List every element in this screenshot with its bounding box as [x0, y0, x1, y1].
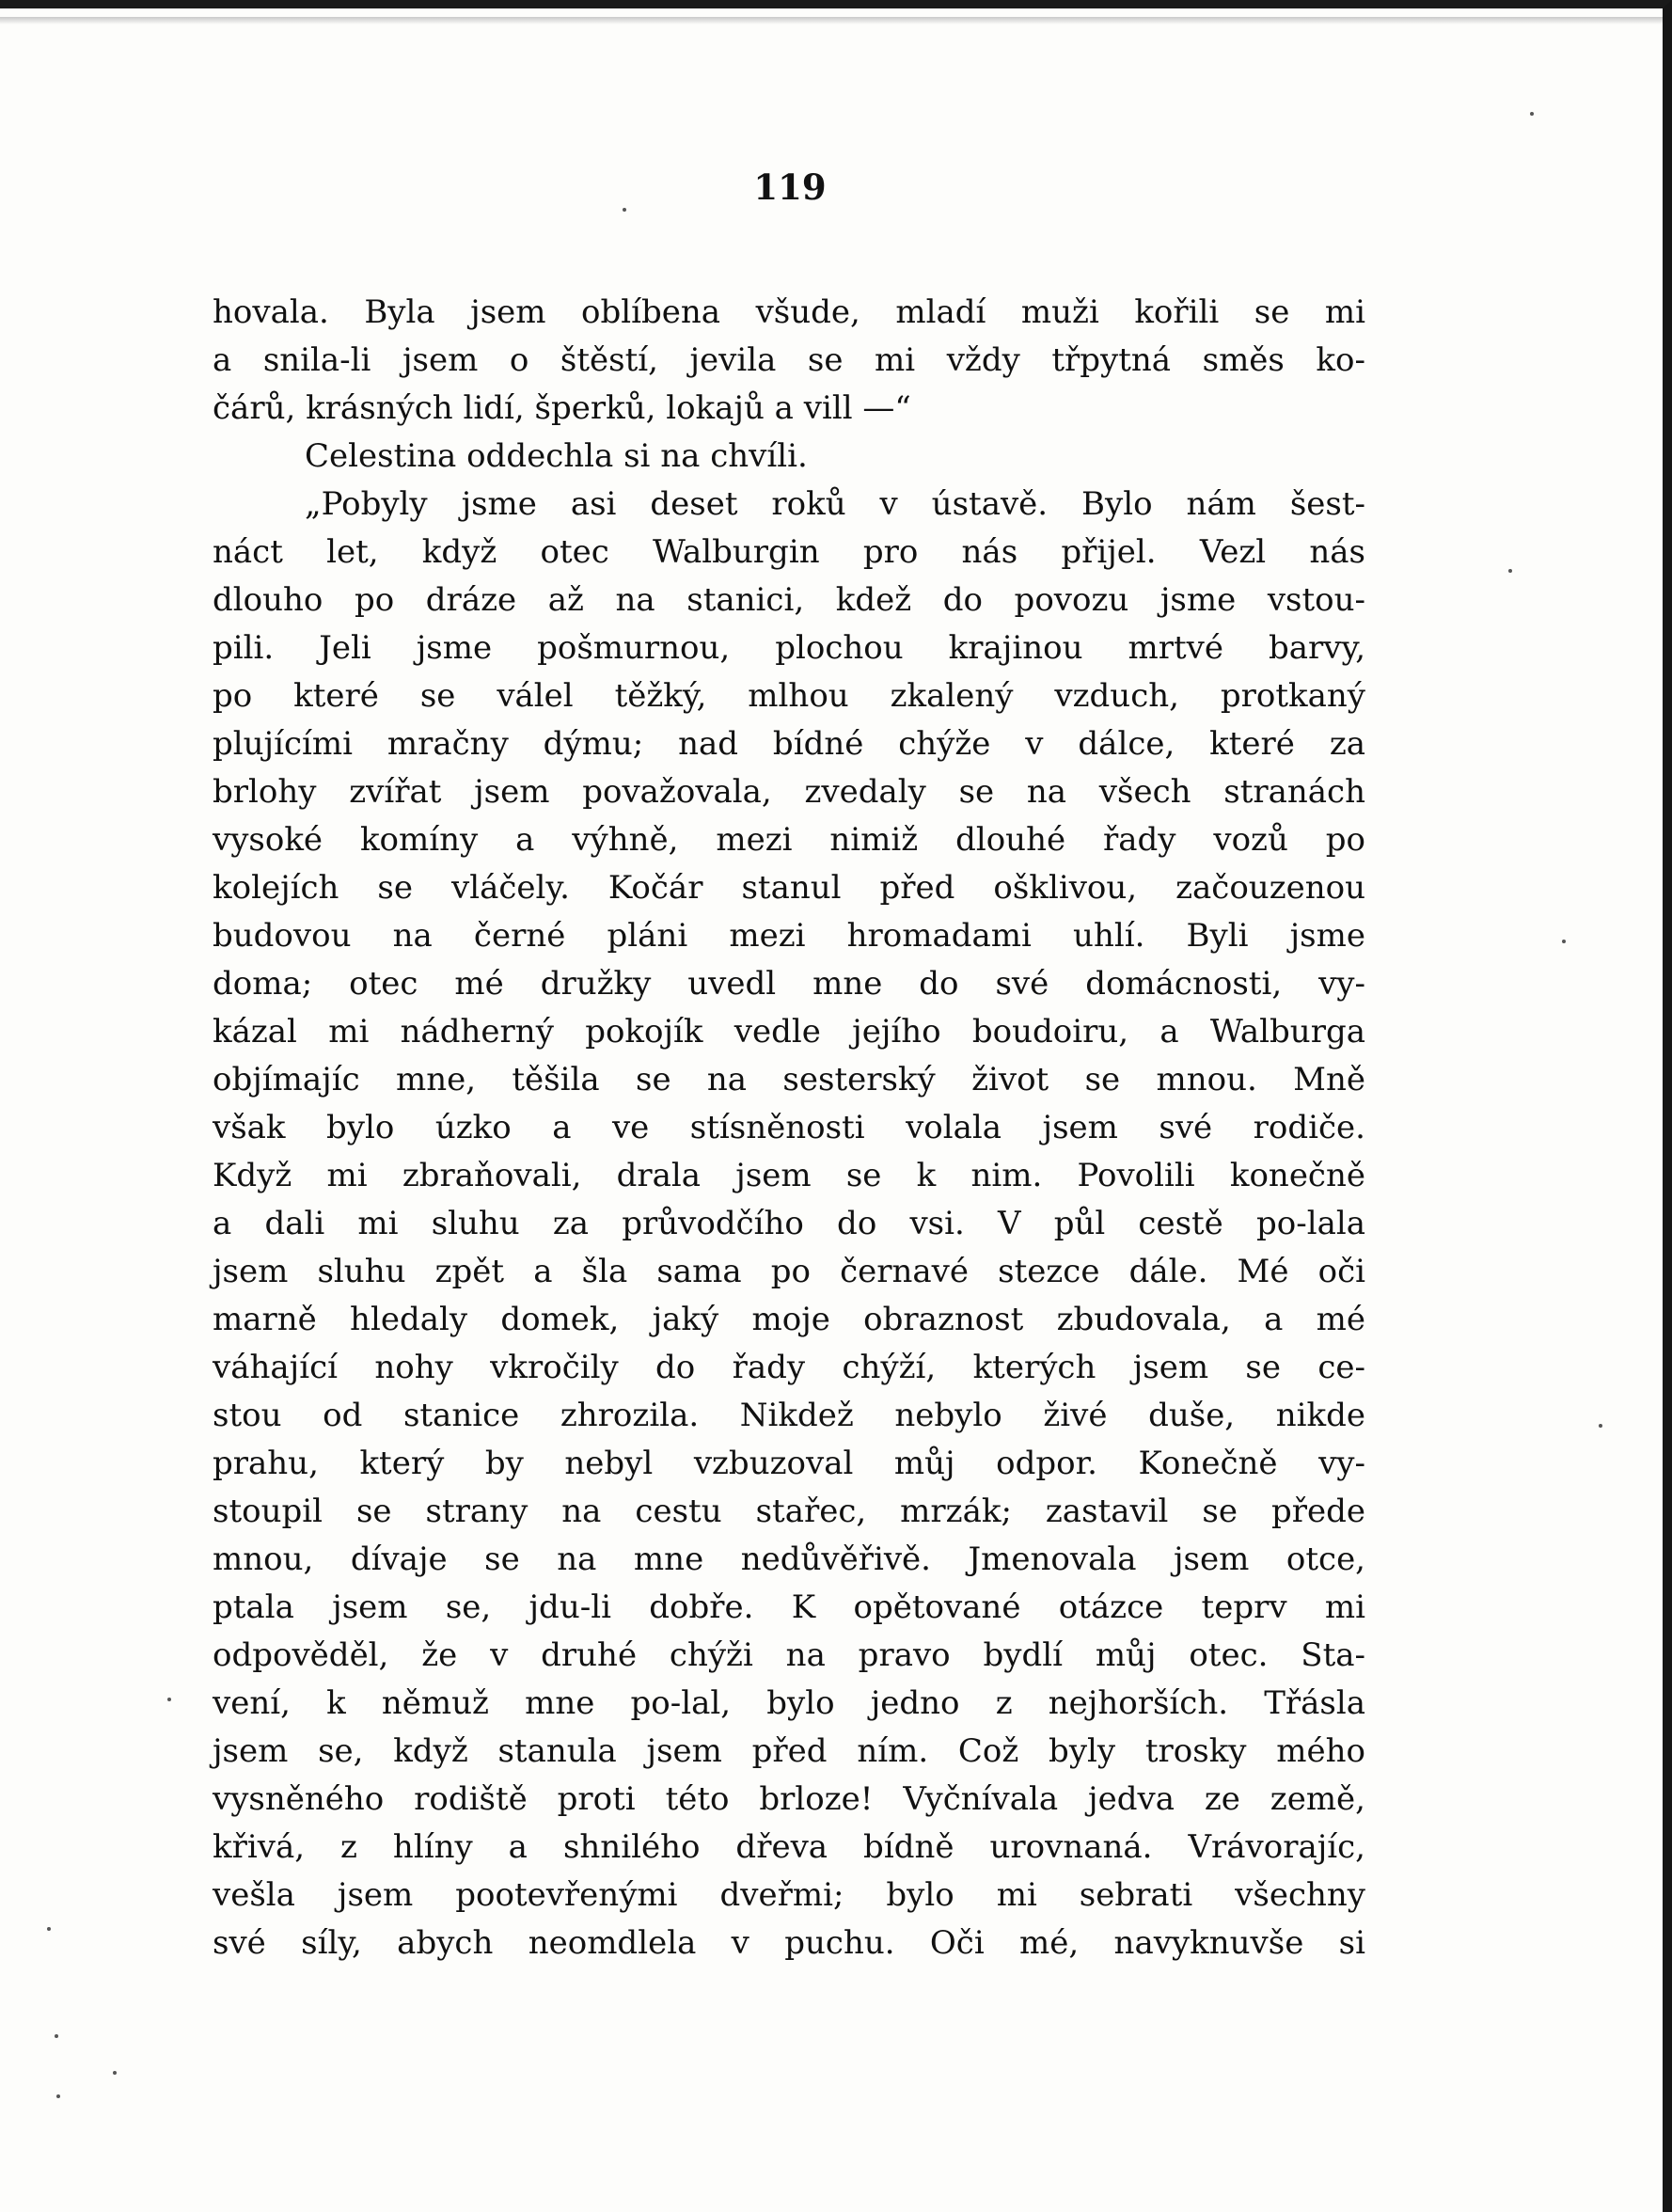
text-line: plujícími mračny dýmu; nad bídné chýže v dálce, které za	[213, 725, 1365, 763]
scan-speck	[1562, 940, 1566, 943]
text-line: však bylo úzko a ve stísněnosti volala jsem své rodiče.	[213, 1109, 1365, 1146]
text-line: náct let, když otec Walburgin pro nás přijel. Vezl nás	[213, 533, 1365, 571]
scan-speck	[1530, 112, 1534, 116]
text-line: doma; otec mé družky uvedl mne do své domácnosti, vy-	[213, 965, 1365, 1003]
scan-speck	[55, 2034, 58, 2038]
text-line: váhající nohy vkročily do řady chýží, kterých jsem se ce-	[213, 1349, 1365, 1386]
scan-speck	[1508, 569, 1512, 573]
text-line: prahu, který by nebyl vzbuzoval můj odpor. Konečně vy-	[213, 1445, 1365, 1482]
text-line: křivá, z hlíny a shnilého dřeva bídně urovnaná. Vrávorajíc,	[213, 1828, 1365, 1866]
scan-edge-shadow	[0, 17, 1663, 24]
text-line: dlouho po dráze až na stanici, kdež do povozu jsme vstou-	[213, 581, 1365, 619]
text-line: jsem sluhu zpět a šla sama po černavé stezce dále. Mé oči	[213, 1253, 1365, 1290]
text-line: „Pobyly jsme asi deset roků v ústavě. Bylo nám šest-	[305, 485, 1365, 523]
text-line: odpověděl, že v druhé chýži na pravo bydlí můj otec. Sta-	[213, 1636, 1365, 1674]
text-line: budovou na černé pláni mezi hromadami uhlí. Byli jsme	[213, 917, 1365, 955]
text-line: čárů, krásných lidí, šperků, lokajů a vill —“	[213, 389, 911, 427]
scan-speck	[623, 208, 626, 212]
body-text	[213, 289, 1365, 1967]
scan-speck	[56, 2094, 60, 2098]
text-line: a dali mi sluhu za průvodčího do vsi. V půl cestě po-lala	[213, 1205, 1365, 1242]
scan-speck	[47, 1927, 51, 1931]
text-line: kolejích se vláčely. Kočár stanul před ošklivou, začouzenou	[213, 869, 1365, 907]
text-line: stoupil se strany na cestu stařec, mrzák; zastavil se přede	[213, 1493, 1365, 1530]
text-line: brlohy zvířat jsem považovala, zvedaly se na všech stranách	[213, 773, 1365, 811]
text-line: vysněného rodiště proti této brloze! Vyčnívala jedva ze země,	[213, 1780, 1365, 1818]
text-line: objímajíc mne, těšila se na sesterský život se mnou. Mně	[213, 1061, 1365, 1098]
text-line: Celestina oddechla si na chvíli.	[305, 437, 808, 475]
text-line: své síly, abych neomdlela v puchu. Oči mé, navyknuvše si	[213, 1924, 1365, 1962]
text-line: jsem se, když stanula jsem před ním. Což byly trosky mého	[213, 1732, 1365, 1770]
scan-speck	[113, 2071, 117, 2075]
text-line: Když mi zbraňovali, drala jsem se k nim. Povolili konečně	[213, 1157, 1365, 1194]
text-line: mnou, dívaje se na mne nedůvěřivě. Jmenovala jsem otce,	[213, 1540, 1365, 1578]
page-number: 119	[753, 166, 827, 208]
text-line: a snila-li jsem o štěstí, jevila se mi vždy třpytná směs ko-	[213, 341, 1365, 379]
text-line: vysoké komíny a výhně, mezi nimiž dlouhé řady vozů po	[213, 821, 1365, 859]
text-line: marně hledaly domek, jaký moje obraznost zbudovala, a mé	[213, 1301, 1365, 1338]
scan-speck	[1599, 1424, 1602, 1428]
text-line: stou od stanice zhrozila. Nikdež nebylo živé duše, nikde	[213, 1397, 1365, 1434]
scan-speck	[167, 1698, 171, 1701]
text-line: ptala jsem se, jdu-li dobře. K opětované otázce teprv mi	[213, 1588, 1365, 1626]
text-line: po které se válel těžký, mlhou zkalený vzduch, protkaný	[213, 677, 1365, 715]
text-line: vešla jsem pootevřenými dveřmi; bylo mi sebrati všechny	[213, 1876, 1365, 1914]
text-line: pili. Jeli jsme pošmurnou, plochou krajinou mrtvé barvy,	[213, 629, 1365, 667]
text-line: vení, k němuž mne po-lal, bylo jedno z nejhorších. Třásla	[213, 1684, 1365, 1722]
text-line: kázal mi nádherný pokojík vedle jejího boudoiru, a Walburga	[213, 1013, 1365, 1051]
text-line: hovala. Byla jsem oblíbena všude, mladí muži kořili se mi	[213, 293, 1365, 331]
